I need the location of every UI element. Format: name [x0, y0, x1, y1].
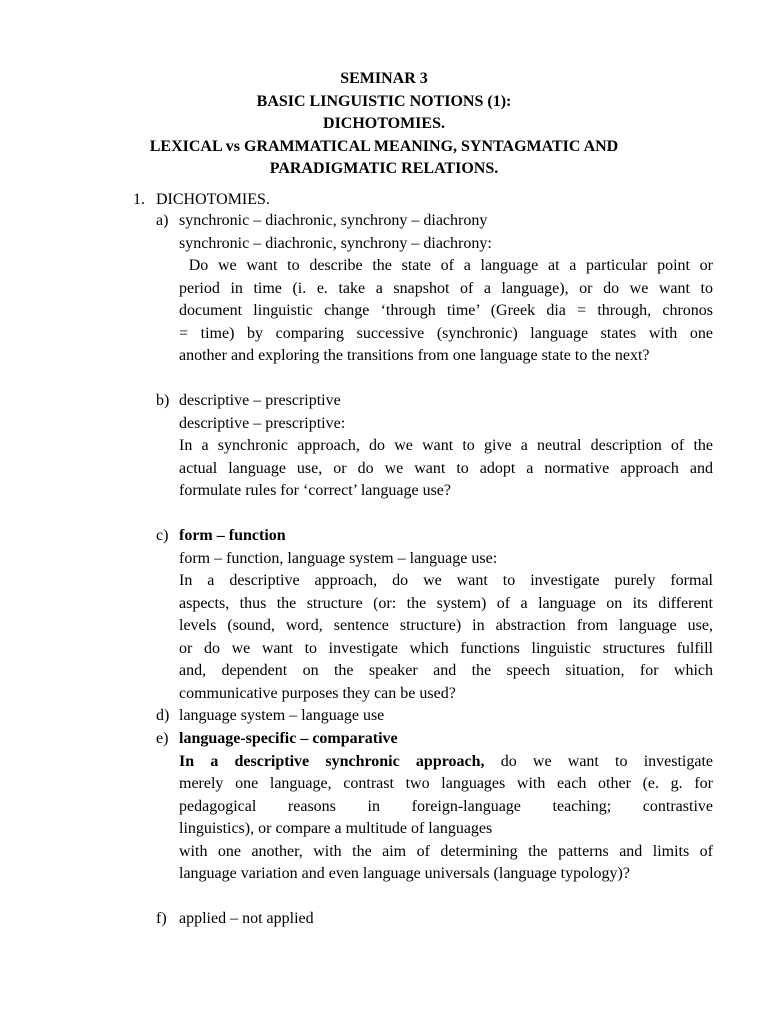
lead-text: do we want to investigate	[484, 752, 714, 770]
paragraph-line: merely one language, contrast two languages with each other (e. g. for	[179, 775, 713, 792]
item-label: synchronic – diachronic, synchrony – diachrony	[179, 212, 488, 229]
paragraph-line: formulate rules for ‘correct’ language use?	[179, 482, 452, 499]
list-item-a	[156, 210, 713, 368]
item-letter: a)	[156, 212, 169, 229]
paragraph-line: period in time (i. e. take a snapshot of a language), or do we want to	[179, 279, 713, 297]
lead-bold-text: In a descriptive synchronic approach,	[179, 752, 485, 770]
document-title	[0, 68, 768, 181]
item-letter: b)	[156, 392, 170, 409]
item-letter: f)	[156, 910, 167, 927]
paragraph-line: another and exploring the transitions from one language state to the next?	[179, 347, 650, 364]
item-subtitle: descriptive – prescriptive:	[179, 414, 346, 432]
list-item-f	[156, 908, 713, 931]
title-line-4: LEXICAL vs GRAMMATICAL MEANING, SYNTAGMATIC AND	[149, 137, 619, 155]
item-letter: e)	[156, 730, 169, 747]
title-line-3: DICHOTOMIES.	[323, 115, 445, 132]
paragraph-line: pedagogical reasons in foreign-language teaching; contrastive	[179, 797, 713, 815]
paragraph-line: language variation and even language universals (language typology)?	[179, 865, 630, 882]
paragraph-line: In a synchronic approach, do we want to give a neutral description of the	[179, 437, 713, 454]
paragraph-line: = time) by comparing successive (synchronic) language states with one	[179, 324, 713, 342]
list-item-b	[156, 390, 713, 503]
item-subtitle: synchronic – diachronic, synchrony – diachrony:	[179, 234, 492, 252]
item-label: language-specific – comparative	[179, 730, 398, 747]
title-line-5: PARADIGMATIC RELATIONS.	[269, 160, 499, 177]
paragraph-line: or do we want to investigate which functions linguistic structures fulfill	[179, 639, 713, 657]
paragraph-line: communicative purposes they can be used?	[179, 684, 456, 702]
paragraph-line: actual language use, or do we want to adopt a normative approach and	[179, 459, 713, 477]
paragraph-line: levels (sound, word, sentence structure) in abstraction from language use,	[179, 617, 713, 634]
item-subtitle: form – function, language system – language use:	[179, 549, 498, 567]
paragraph-line: and, dependent on the speaker and the speech situation, for which	[179, 662, 713, 679]
paragraph-line: with one another, with the aim of determining the patterns and limits of	[179, 842, 713, 860]
section-heading	[133, 189, 270, 211]
item-letter: d)	[156, 707, 170, 724]
list-item-c	[156, 525, 713, 705]
item-label: applied – not applied	[179, 910, 314, 927]
paragraph-line: In a descriptive approach, do we want to investigate purely formal	[179, 572, 713, 589]
section-title: DICHOTOMIES.	[156, 191, 270, 208]
item-label: form – function	[179, 527, 286, 544]
item-label: descriptive – prescriptive	[179, 392, 341, 409]
section-number: 1.	[133, 191, 145, 208]
item-label: language system – language use	[179, 707, 385, 724]
paragraph-line: aspects, thus the structure (or: the system) of a language on its different	[179, 594, 713, 612]
title-line-1: SEMINAR 3	[340, 70, 428, 87]
paragraph-line: linguistics), or compare a multitude of languages	[179, 820, 493, 837]
item-letter: c)	[156, 527, 169, 544]
paragraph-line	[179, 751, 713, 774]
paragraph-line: document linguistic change ‘through time’ (Greek dia = through, chronos	[179, 302, 713, 319]
list-item-e	[156, 728, 713, 886]
list-item-d	[156, 705, 713, 728]
paragraph-line: Do we want to describe the state of a language at a particular point or	[179, 257, 713, 274]
title-line-2: BASIC LINGUISTIC NOTIONS (1):	[256, 92, 512, 110]
